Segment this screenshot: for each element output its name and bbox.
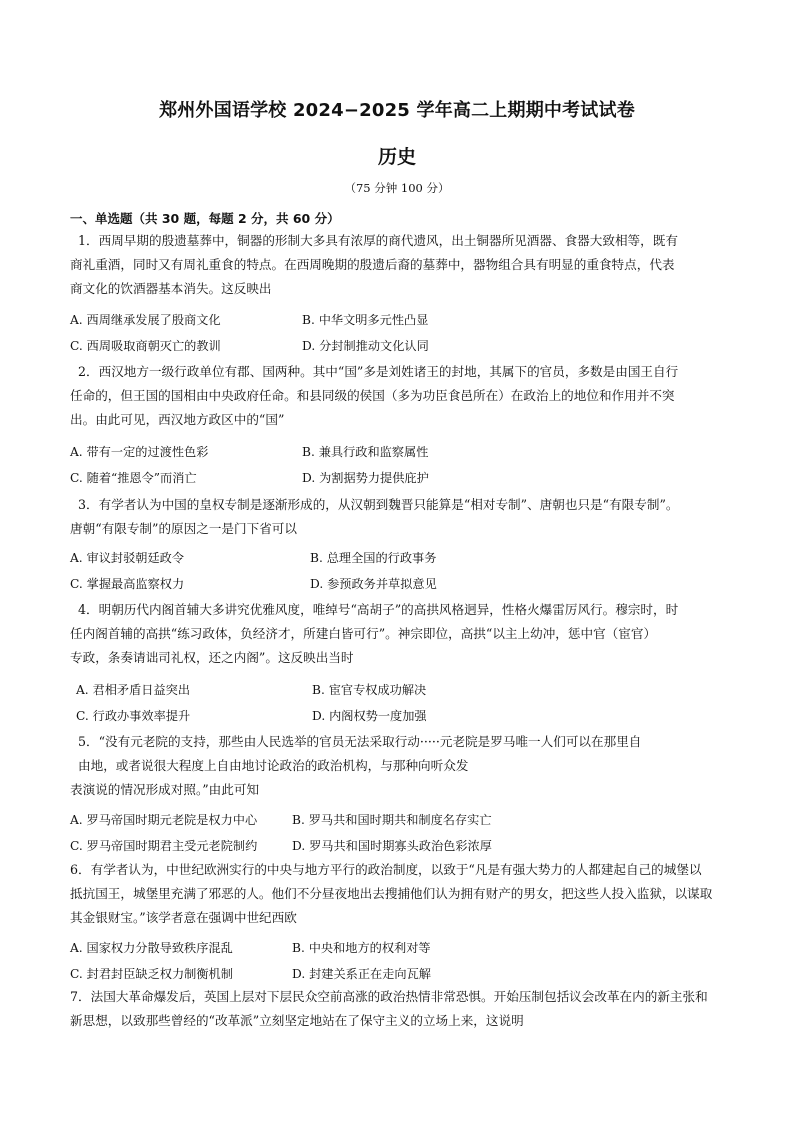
question-text: 3．有学者认为中国的皇权专制是逐渐形成的，从汉朝到魏晋只能算是“相对专制”、唐朝也只是“有限专制”。	[78, 497, 679, 512]
option-a: A. 罗马帝国时期元老院是权力中心	[70, 813, 258, 827]
subject-title: 历史	[377, 146, 416, 168]
option-c: C. 行政办事效率提升	[76, 709, 191, 723]
option-c: C. 掌握最高监察权力	[70, 577, 185, 591]
question-text: 专政，条奏请诎司礼权，还之内阁”。这反映出当时	[70, 650, 354, 665]
option-a: A. 审议封驳朝廷政令	[70, 551, 185, 565]
question-text: 抵抗国王，城堡里充满了邪恶的人。他们不分昼夜地出去搜捕他们认为拥有财产的男女，把这些人投入监狱，以谋取	[70, 886, 713, 901]
question-6	[70, 858, 730, 930]
question-text: 表演说的情况形成对照。”由此可知	[70, 782, 260, 797]
option-c: C. 封君封臣缺乏权力制衡机制	[70, 967, 233, 981]
question-7	[70, 985, 730, 1033]
question-text: 4．明朝历代内阁首辅大多讲究优雅风度，唯绰号“高胡子”的高拱风格迥异，性格火爆雷厉风行。穆宗时，时	[78, 602, 679, 617]
option-b: B. 罗马共和国时期共和制度名存实亡	[292, 813, 492, 827]
question-text: 7．法国大革命爆发后，英国上层对下层民众空前高涨的政治热情非常恐惧。开始压制包括议会改革在内的新主张和	[70, 989, 708, 1004]
question-text: 唐朝“有限专制”的原因之一是门下省可以	[70, 521, 297, 536]
question-3	[70, 493, 730, 541]
option-a: A. 带有一定的过渡性色彩	[70, 445, 209, 459]
option-c: C. 西周吸取商朝灭亡的教训	[70, 339, 221, 353]
question-4	[70, 598, 730, 670]
option-c: C. 随着“推恩令”而消亡	[70, 471, 197, 485]
option-d: D. 为割据势力提供庇护	[302, 471, 429, 485]
option-d: D. 内阁权势一度加强	[312, 709, 427, 723]
option-b: B. 中央和地方的权利对等	[292, 941, 431, 955]
question-text: 任命的，但王国的国相由中央政府任命。和县同级的侯国（多为功臣食邑所在）在政治上的地位和作用并不突	[70, 388, 675, 403]
option-d: D. 分封制推动文化认同	[302, 339, 429, 353]
option-a: A. 西周继承发展了殷商文化	[70, 313, 221, 327]
option-a: A. 国家权力分散导致秩序混乱	[70, 941, 233, 955]
question-text: 任内阁首辅的高拱“练习政体，负经济才，所建白皆可行”。神宗即位，高拱“以主上幼冲，惩中官（宦官）	[70, 626, 657, 641]
option-b: B. 总理全国的行政事务	[310, 551, 437, 565]
question-text: 由地，或者说很大程度上自由地讨论政治的政治机构，与那种向听众发	[78, 758, 469, 773]
question-text: 商文化的饮酒器基本消失。这反映出	[70, 281, 272, 296]
option-d: D. 罗马共和国时期寡头政治色彩浓厚	[292, 839, 492, 853]
question-text: 出。由此可见，西汉地方政区中的“国”	[70, 412, 285, 427]
option-b: B. 中华文明多元性凸显	[302, 313, 429, 327]
question-text: 1．西周早期的殷遗墓葬中，铜器的形制大多具有浓厚的商代遗风，出土铜器所见酒器、食器大致相等，既有	[78, 233, 678, 248]
question-text: 5．“没有元老院的支持，那些由人民选举的官员无法采取行动·····元老院是罗马唯一人们可以在那里自	[78, 734, 642, 749]
section-heading: 一、单选题（共 30 题，每题 2 分，共 60 分）	[70, 211, 340, 226]
option-d: D. 参预政务并草拟意见	[310, 577, 437, 591]
question-2	[70, 360, 730, 432]
question-text: 商礼重酒，同时又有周礼重食的特点。在西周晚期的殷遗后裔的墓葬中，器物组合具有明显的重食特点，代表	[70, 257, 675, 272]
exam-title: 郑州外国语学校 2024−2025 学年高二上期期中考试试卷	[159, 100, 635, 121]
option-d: D. 封建关系正在走向瓦解	[292, 967, 431, 981]
question-1	[70, 229, 730, 301]
duration-note: （75 分钟 100 分）	[344, 181, 450, 195]
question-5	[70, 730, 730, 802]
question-text: 6．有学者认为，中世纪欧洲实行的中央与地方平行的政治制度，以致于“凡是有强大势力的人都建起自己的城堡以	[70, 862, 702, 877]
option-b: B. 宦官专权成功解决	[312, 683, 427, 697]
option-b: B. 兼具行政和监察属性	[302, 445, 429, 459]
question-text: 2．西汉地方一级行政单位有郡、国两种。其中“国”多是刘姓诸王的封地，其属下的官员，多数是由国王自行	[78, 364, 679, 379]
question-text: 其金银财宝。”该学者意在强调中世纪西欧	[70, 910, 297, 925]
option-c: C. 罗马帝国时期君主受元老院制约	[70, 839, 258, 853]
question-text: 新思想，以致那些曾经的“改革派”立刻坚定地站在了保守主义的立场上来，这说明	[70, 1013, 524, 1028]
option-a: A. 君相矛盾日益突出	[76, 683, 191, 697]
